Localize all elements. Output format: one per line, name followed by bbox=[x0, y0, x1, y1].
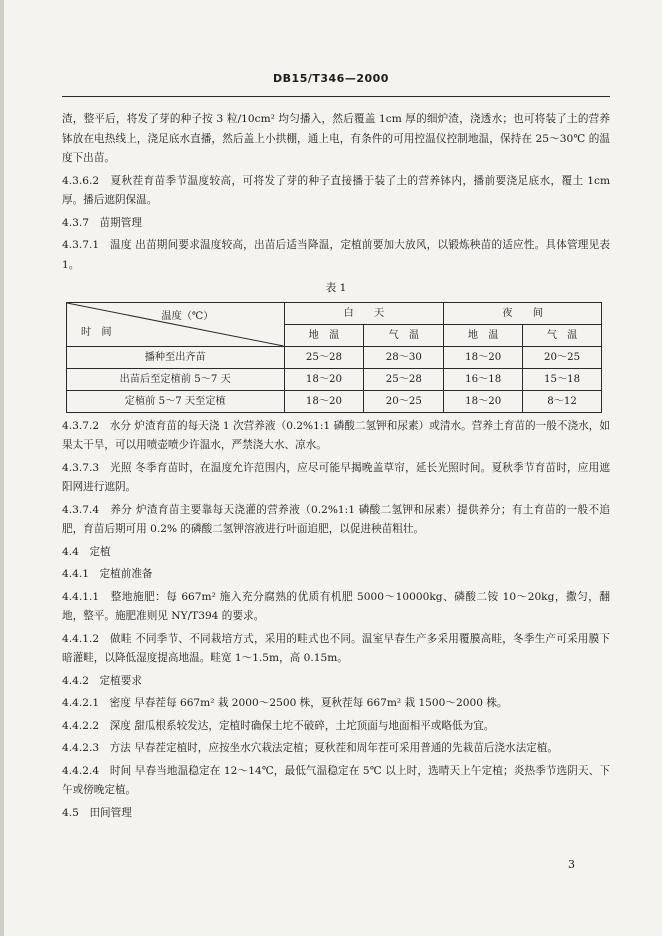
cell-night-soil: 18～20 bbox=[444, 390, 523, 412]
header-night: 夜 间 bbox=[444, 302, 602, 324]
paragraph-4-4-2-2: 4.4.2.2 深度 甜瓜根系较发达，定植时确保土坨不破碎，土坨顶面与地面相平或略低为宜。 bbox=[62, 719, 495, 732]
table-row bbox=[67, 346, 602, 368]
paragraph-4-4-2-4: 4.4.2.4 时间 早春当地温稳定在 12～14℃，最低气温稳定在 5℃ 以上时，选晴天上午定植；炎热季节选阴天、下午或傍晚定植。 bbox=[62, 764, 610, 796]
header-day-air: 气 温 bbox=[364, 324, 444, 346]
header-night-air: 气 温 bbox=[523, 324, 602, 346]
header-day: 白 天 bbox=[284, 302, 444, 324]
header-time: 时 间 bbox=[81, 326, 112, 338]
table-row bbox=[67, 390, 602, 412]
cell-day-air: 28～30 bbox=[364, 346, 444, 368]
paragraph-4-4-1-1: 4.4.1.1 整地施肥：每 667m² 施入充分腐熟的优质有机肥 5000～10000kg、磷酸二铵 10～20kg，撒匀，翻地，整平。施肥准则见 NY/T394 的要求。 bbox=[62, 590, 610, 622]
paragraph-4-3-6-2: 4.3.6.2 夏秋茬育苗季节温度较高，可将发了芽的种子直接播于装了土的营养钵内，播前要浇足底水，覆土 1cm 厚。播后遮阴保温。 bbox=[62, 174, 610, 206]
standard-code-header: DB15/T346—2000 bbox=[273, 72, 389, 85]
diagonal-header-cell bbox=[67, 302, 285, 346]
paragraph-4-3-7-1: 4.3.7.1 温度 出苗期间要求温度较高，出苗后适当降温，定植前要加大放风，以锻炼秧苗的适应性。具体管理见表 1。 bbox=[62, 239, 610, 271]
header-day-soil: 地 温 bbox=[284, 324, 364, 346]
paragraph-4-4-2-3: 4.4.2.3 方法 早春茬定植时，应按坐水穴栽法定植；夏秋茬和周年茬可采用普通的先栽苗后浇水法定植。 bbox=[62, 742, 558, 754]
paragraph-4-3-7-2: 4.3.7.2 水分 炉渣育苗的每天浇 1 次营养液（0.2%1:1 磷酸二氢钾和尿素）或清水。营养土育苗的一般不浇水，如果太干旱，可以用喷壶喷少许温水，严禁浇大水、凉水。 bbox=[62, 419, 610, 451]
cell-period: 出苗后至定植前 5～7 天 bbox=[67, 368, 285, 390]
paragraph-seed-sowing: 渣，整平后，将发了芽的种子按 3 粒/10cm² 均匀播入，然后覆盖 1cm 厚的细炉渣，浇透水；也可将装了土的营养钵放在电热线上，浇足底水直播，然后盖上小拱棚，通上电，有条件的可用控温仪控制地温，保持在 25～30℃ 的温度下出苗。 bbox=[62, 113, 610, 164]
paragraph-4-4-2-1: 4.4.2.1 密度 早春茬每 667m² 栽 2000～2500 株，夏秋茬每 667m² 栽 1500～2000 株。 bbox=[62, 697, 508, 709]
cell-day-air: 20～25 bbox=[364, 390, 444, 412]
header-rule bbox=[62, 96, 610, 97]
header-night-soil: 地 温 bbox=[444, 324, 523, 346]
cell-night-air: 15～18 bbox=[523, 368, 602, 390]
table-row bbox=[67, 368, 602, 390]
table-title: 表 1 bbox=[325, 282, 347, 294]
cell-night-air: 8～12 bbox=[523, 390, 602, 412]
paragraph-4-4-1-2: 4.4.1.2 做畦 不同季节、不同栽培方式，采用的畦式也不同。温室早春生产多采用覆膜高畦，冬季生产可采用膜下暗灌畦，以降低湿度提高地温。畦宽 1～1.5m，高 0.15m。 bbox=[62, 632, 610, 664]
cell-day-soil: 18～20 bbox=[284, 390, 364, 412]
cell-day-soil: 18～20 bbox=[284, 368, 364, 390]
cell-day-air: 25～28 bbox=[364, 368, 444, 390]
header-temperature: 温度（℃） bbox=[161, 310, 214, 322]
heading-4-3-7: 4.3.7 苗期管理 bbox=[62, 216, 142, 229]
cell-period: 定植前 5～7 天至定植 bbox=[67, 390, 285, 412]
heading-4-4: 4.4 定植 bbox=[62, 545, 111, 558]
temperature-table bbox=[66, 302, 602, 413]
paragraph-4-3-7-4: 4.3.7.4 养分 炉渣育苗主要靠每天浇灌的营养液（0.2%1:1 磷酸二氢钾和尿素）提供养分；有土育苗的一般不追肥，育苗后期可用 0.2% 的磷酸二氢钾溶液进行叶面追肥，以促进秧苗粗壮。 bbox=[62, 503, 610, 535]
cell-period: 播种至出齐苗 bbox=[67, 346, 285, 368]
heading-4-4-1: 4.4.1 定植前准备 bbox=[62, 568, 153, 580]
scan-binding-edge bbox=[0, 0, 4, 936]
page-number: 3 bbox=[568, 858, 575, 871]
heading-4-5: 4.5 田间管理 bbox=[62, 806, 132, 819]
cell-night-soil: 18～20 bbox=[444, 346, 523, 368]
paragraph-4-3-7-3: 4.3.7.3 光照 冬季育苗时，在温度允许范围内，应尽可能早揭晚盖草帘，延长光照时间。夏秋季节育苗时，应用遮阳网进行遮阴。 bbox=[62, 461, 610, 493]
cell-night-air: 20～25 bbox=[523, 346, 602, 368]
page-content bbox=[62, 110, 610, 825]
cell-night-soil: 16～18 bbox=[444, 368, 523, 390]
table-header-row-1 bbox=[67, 302, 602, 324]
heading-4-4-2: 4.4.2 定植要求 bbox=[62, 674, 142, 687]
cell-day-soil: 25～28 bbox=[284, 346, 364, 368]
